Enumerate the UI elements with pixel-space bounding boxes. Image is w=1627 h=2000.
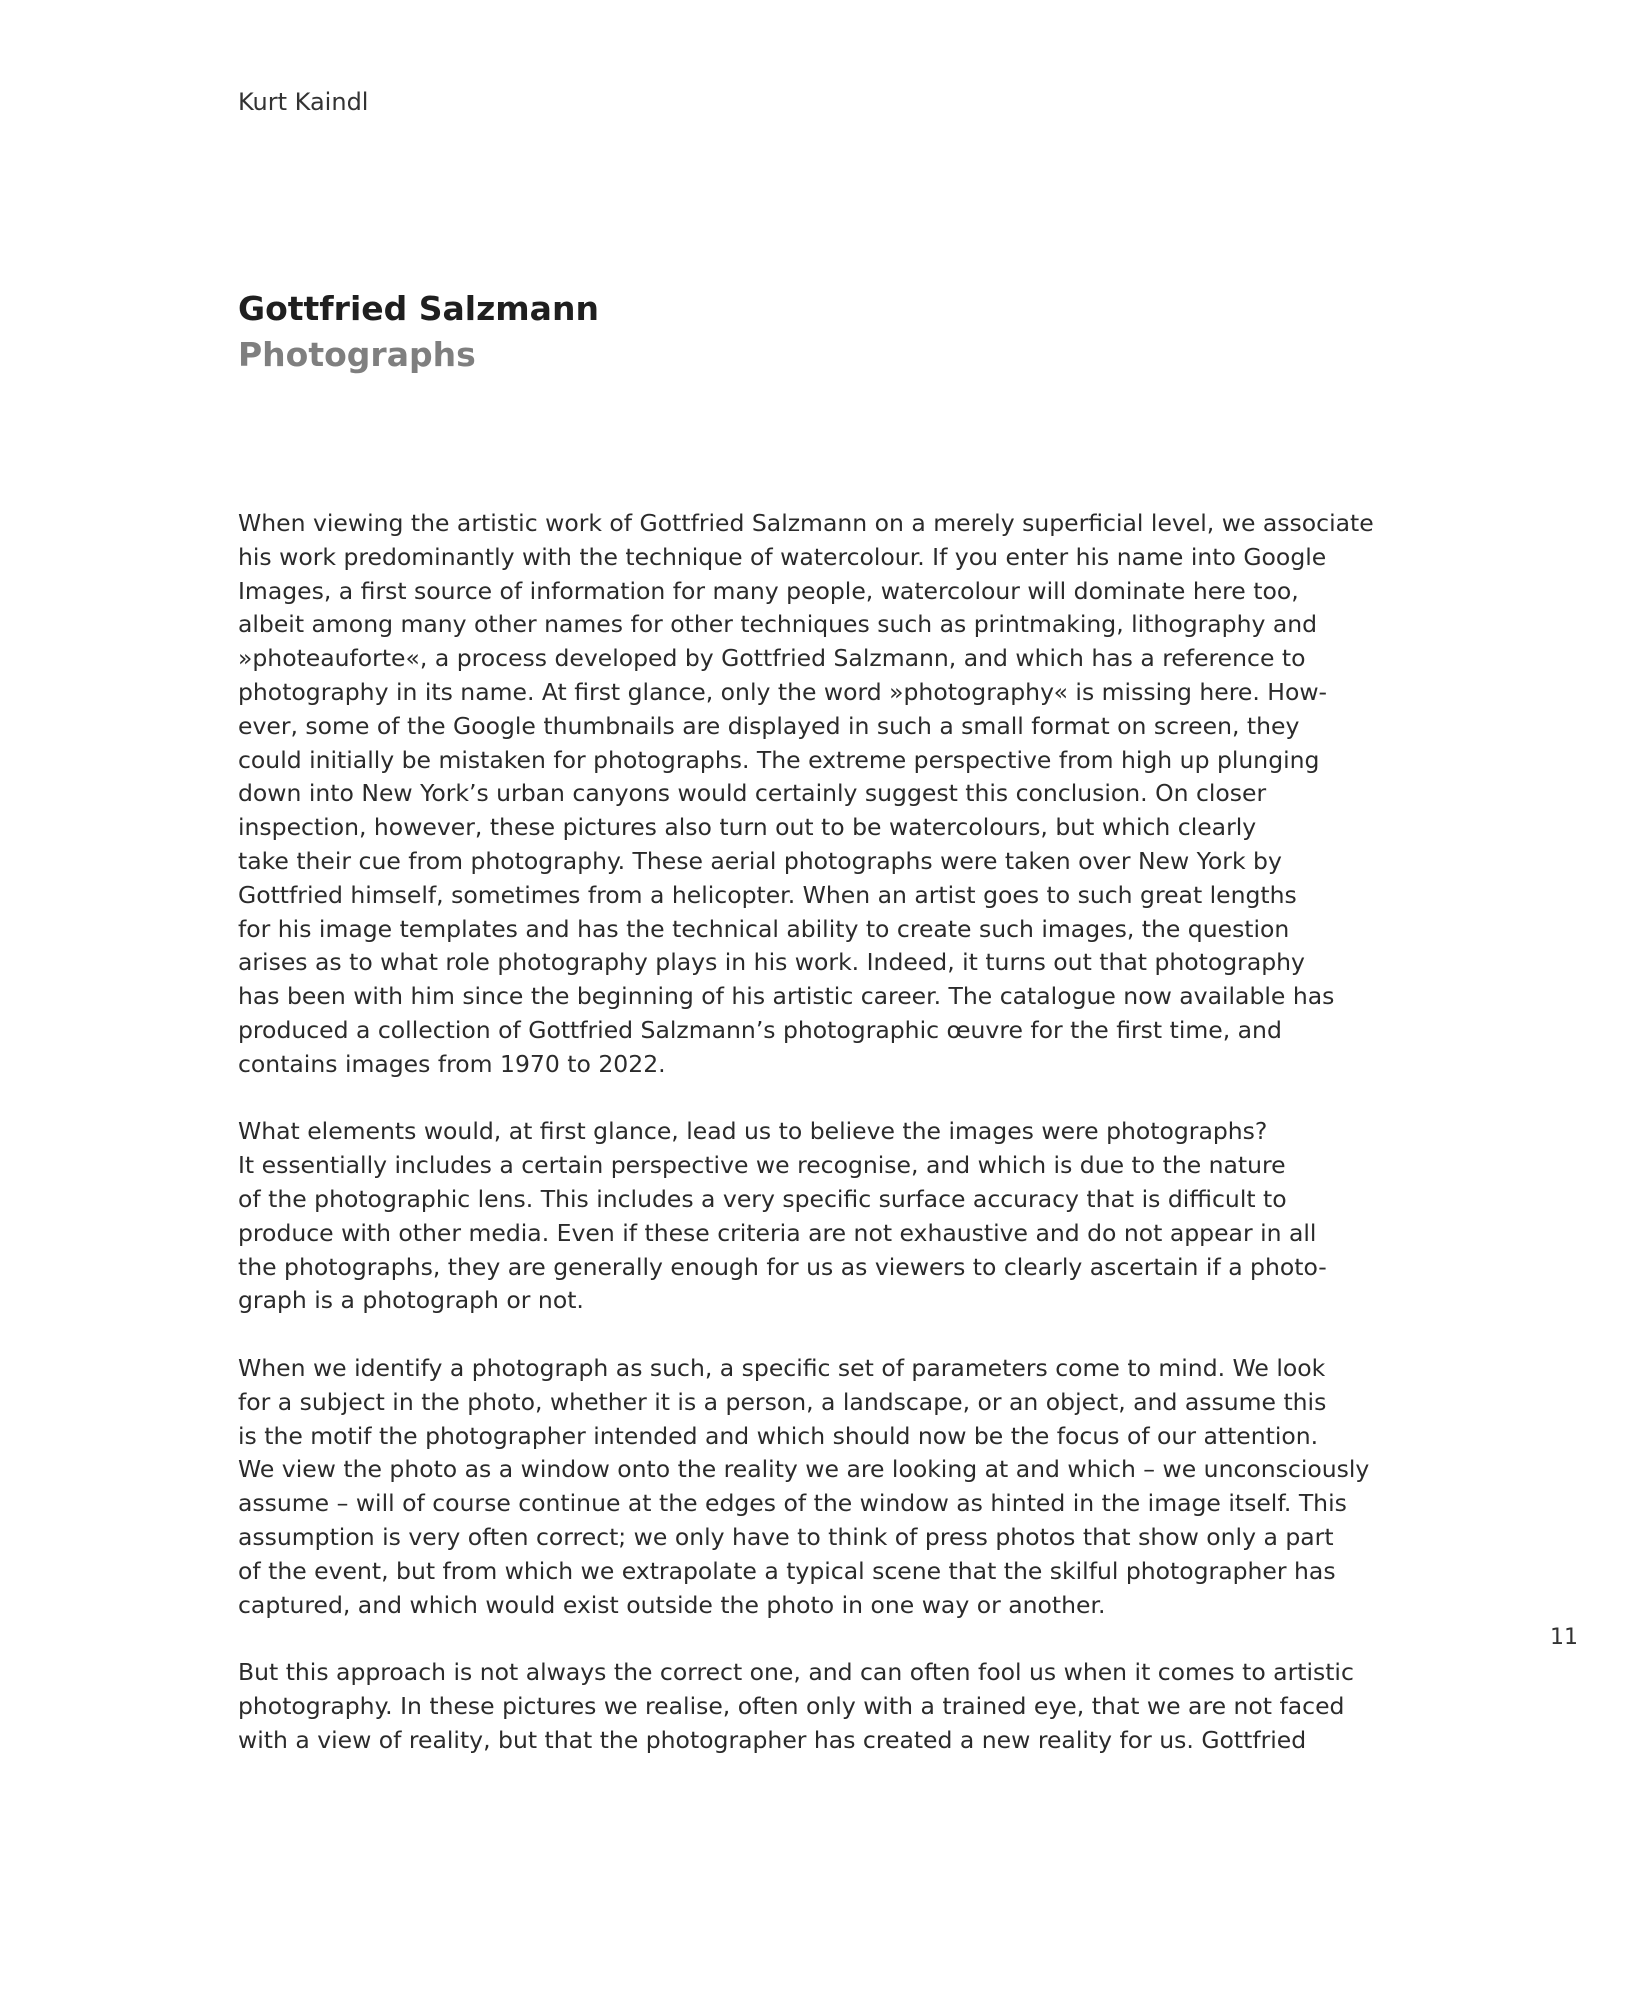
page-number: 11 bbox=[1550, 1625, 1578, 1650]
text-line: photography in its name. At first glance, only the word »photography« is missing here. How- bbox=[238, 677, 1328, 706]
text-line: Images, a first source of information for many people, watercolour will dominate here too, bbox=[238, 576, 1299, 605]
paragraph bbox=[238, 1115, 1418, 1318]
text-line: produced a collection of Gottfried Salzmann’s photographic œuvre for the first time, and bbox=[238, 1015, 1282, 1044]
text-line: is the motif the photographer intended and which should now be the focus of our attention. bbox=[238, 1421, 1319, 1450]
text-line: the photographs, they are generally enough for us as viewers to clearly ascertain if a photo- bbox=[238, 1252, 1327, 1281]
paragraph-gap bbox=[238, 1318, 1418, 1352]
text-line: produce with other media. Even if these criteria are not exhaustive and do not appear in all bbox=[238, 1218, 1317, 1247]
text-line: assumption is very often correct; we only have to think of press photos that show only a part bbox=[238, 1522, 1334, 1551]
text-line: Gottfried himself, sometimes from a helicopter. When an artist goes to such great lengths bbox=[238, 880, 1297, 909]
text-line: down into New York’s urban canyons would certainly suggest this conclusion. On closer bbox=[238, 779, 1267, 808]
paragraph-gap bbox=[238, 1082, 1418, 1116]
paragraph bbox=[238, 507, 1418, 1082]
text-line: photography. In these pictures we realise, often only with a trained eye, that we are not faced bbox=[238, 1691, 1345, 1720]
paragraph-gap bbox=[238, 1622, 1418, 1656]
text-line: ever, some of the Google thumbnails are displayed in such a small format on screen, they bbox=[238, 711, 1300, 740]
text-line: We view the photo as a window onto the reality we are looking at and which – we unconsciously bbox=[238, 1455, 1370, 1484]
text-line: his work predominantly with the technique of watercolour. If you enter his name into Google bbox=[238, 542, 1327, 571]
text-line: for his image templates and has the technical ability to create such images, the question bbox=[238, 914, 1290, 943]
text-line: What elements would, at first glance, lead us to believe the images were photographs? bbox=[238, 1117, 1268, 1146]
text-line: When viewing the artistic work of Gottfried Salzmann on a merely superficial level, we associate bbox=[238, 509, 1374, 537]
text-line: inspection, however, these pictures also turn out to be watercolours, but which clearly bbox=[238, 813, 1257, 842]
text-line: assume – will of course continue at the edges of the window as hinted in the image itself. This bbox=[238, 1489, 1347, 1518]
text-line: albeit among many other names for other techniques such as printmaking, lithography and bbox=[238, 610, 1318, 639]
article-body bbox=[238, 507, 1418, 1757]
text-line: It essentially includes a certain perspective we recognise, and which is due to the nature bbox=[238, 1151, 1286, 1180]
paragraph bbox=[238, 1352, 1418, 1622]
text-line: graph is a photograph or not. bbox=[238, 1286, 584, 1315]
text-line: with a view of reality, but that the photographer has created a new reality for us. Gottfried bbox=[238, 1725, 1307, 1754]
author-name: Kurt Kaindl bbox=[238, 88, 369, 116]
text-line: for a subject in the photo, whether it is a person, a landscape, or an object, and assume this bbox=[238, 1387, 1327, 1416]
text-line: of the photographic lens. This includes a very specific surface accuracy that is difficult to bbox=[238, 1184, 1287, 1213]
article-subtitle: Photographs bbox=[238, 335, 476, 374]
text-line: of the event, but from which we extrapolate a typical scene that the skilful photographer has bbox=[238, 1556, 1336, 1585]
text-line: contains images from 1970 to 2022. bbox=[238, 1049, 666, 1078]
text-line: take their cue from photography. These aerial photographs were taken over New York by bbox=[238, 846, 1282, 875]
paragraph bbox=[238, 1656, 1418, 1757]
text-line: arises as to what role photography plays in his work. Indeed, it turns out that photography bbox=[238, 948, 1305, 977]
article-title: Gottfried Salzmann bbox=[238, 289, 599, 328]
text-line: »photeauforte«, a process developed by Gottfried Salzmann, and which has a reference to bbox=[238, 644, 1306, 673]
text-line: could initially be mistaken for photographs. The extreme perspective from high up plunging bbox=[238, 745, 1320, 774]
text-line: When we identify a photograph as such, a specific set of parameters come to mind. We look bbox=[238, 1353, 1326, 1382]
text-line: captured, and which would exist outside the photo in one way or another. bbox=[238, 1590, 1106, 1619]
text-line: has been with him since the beginning of his artistic career. The catalogue now available has bbox=[238, 982, 1335, 1011]
text-line: But this approach is not always the correct one, and can often fool us when it comes to artistic bbox=[238, 1658, 1354, 1687]
